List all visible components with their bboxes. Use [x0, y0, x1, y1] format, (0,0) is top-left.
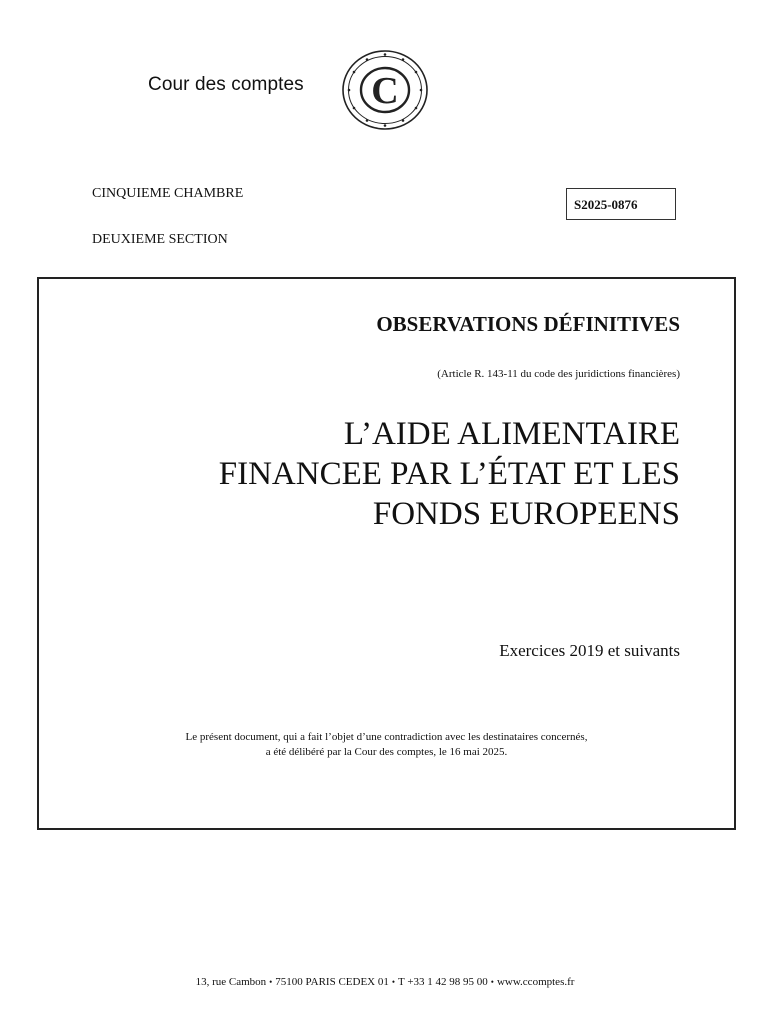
footer-separator: •	[269, 977, 273, 988]
institution-wordmark: Cour des comptes	[148, 74, 304, 95]
report-title-line: FONDS EUROPEENS	[372, 496, 680, 532]
report-title	[80, 414, 680, 534]
document-type-heading: OBSERVATIONS DÉFINITIVES	[376, 312, 680, 336]
deliberation-notice	[39, 730, 734, 760]
footer-city: 75100 PARIS CEDEX 01	[275, 976, 389, 988]
footer-website: www.ccomptes.fr	[496, 976, 575, 988]
cour-des-comptes-seal-logo	[339, 48, 431, 132]
reference-number-box: S2025-0876	[566, 188, 676, 220]
footer-contact	[0, 976, 770, 988]
section-label: DEUXIEME SECTION	[92, 232, 228, 247]
chamber-label: CINQUIEME CHAMBRE	[92, 186, 244, 201]
report-title-line: L’AIDE ALIMENTAIRE	[343, 416, 680, 452]
report-title-line: FINANCEE PAR L’ÉTAT ET LES	[218, 456, 680, 492]
footer-separator: •	[490, 977, 494, 988]
legal-reference: (Article R. 143-11 du code des juridictions financières)	[437, 368, 680, 380]
footer-phone: T +33 1 42 98 95 00	[398, 976, 488, 988]
footer-address: 13, rue Cambon	[195, 976, 267, 988]
deliberation-line: a été délibéré par la Cour des comptes, le 16 mai 2025.	[265, 746, 508, 758]
footer-separator: •	[391, 977, 396, 988]
seal-letter: C	[371, 70, 399, 112]
cover-frame	[37, 277, 736, 830]
fiscal-period: Exercices 2019 et suivants	[499, 641, 680, 660]
deliberation-line: Le présent document, qui a fait l’objet d’une contradiction avec les destinataires concernés,	[185, 731, 588, 743]
